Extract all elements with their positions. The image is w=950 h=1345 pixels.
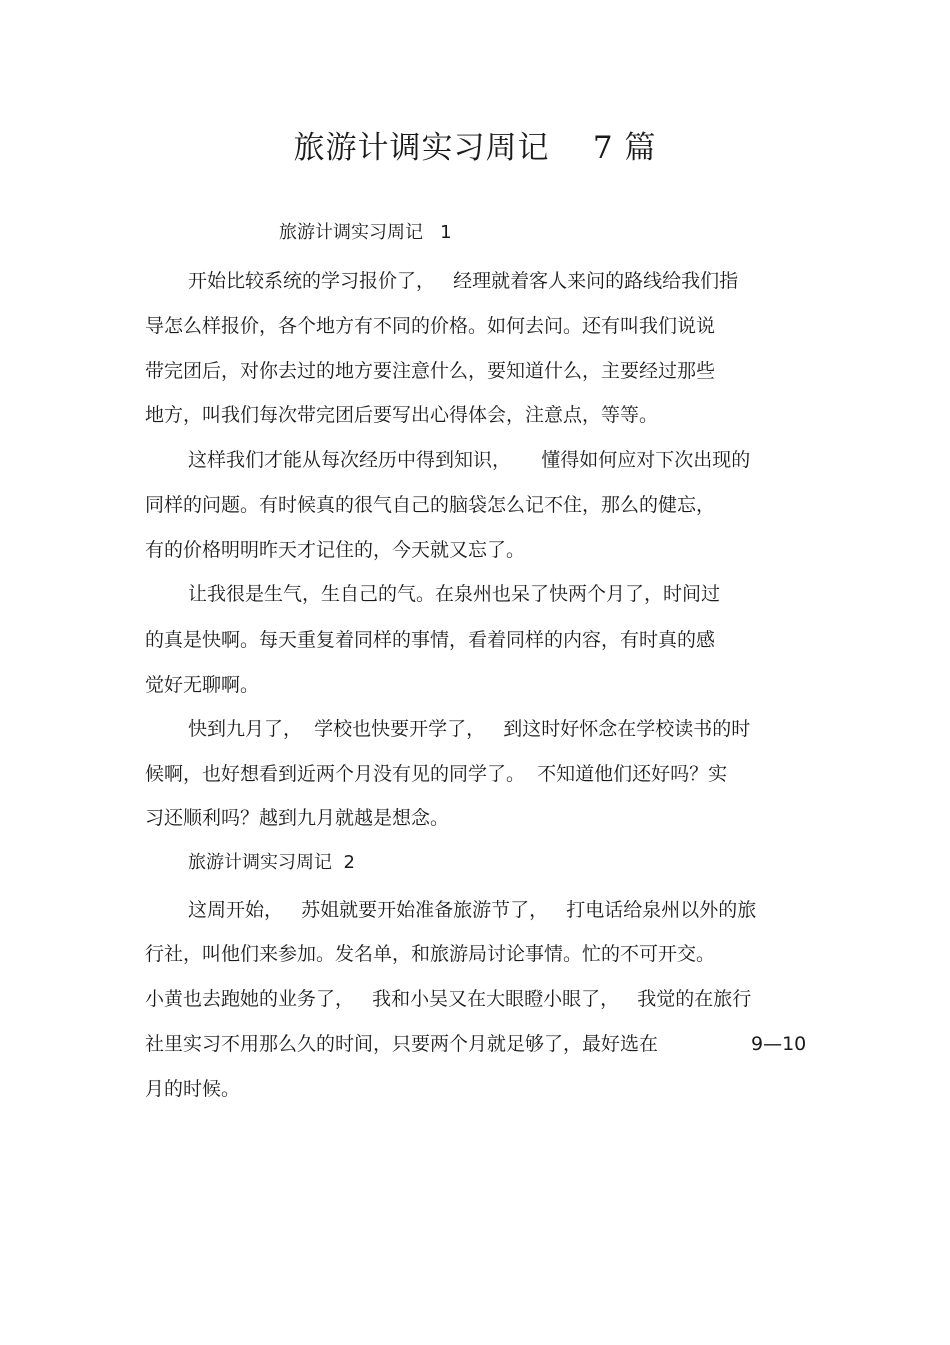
paragraph-4-line-1: 快到九月了， 学校也快要开学了， 到这时好怀念在学校读书的时 bbox=[188, 718, 751, 740]
paragraph-4-line-3: 习还顺利吗？越到九月就越是想念。 bbox=[145, 807, 450, 829]
paragraph-1-line-3: 带完团后，对你去过的地方要注意什么，要知道什么，主要经过那些 bbox=[145, 360, 716, 382]
section-2-heading: 旅游计调实习周记 2 bbox=[188, 852, 355, 873]
paragraph-5-line-1: 这周开始， 苏姐就要开始准备旅游节了， 打电话给泉州以外的旅 bbox=[188, 899, 757, 921]
paragraph-1-line-2: 导怎么样报价，各个地方有不同的价格。如何去问。还有叫我们说说 bbox=[145, 315, 716, 337]
paragraph-5-line-4: 社里实习不用那么久的时间，只要两个月就足够了，最好选在 bbox=[145, 1033, 659, 1055]
paragraph-4-line-2: 候啊，也好想看到近两个月没有见的同学了。 不知道他们还好吗？实 bbox=[145, 763, 728, 785]
paragraph-5-line-5: 月的时候。 bbox=[145, 1078, 241, 1100]
section-1-heading: 旅游计调实习周记 1 bbox=[279, 222, 452, 243]
paragraph-5-line-2: 行社，叫他们来参加。发名单，和旅游局讨论事情。忙的不可开交。 bbox=[145, 943, 716, 965]
paragraph-3-line-2: 的真是快啊。每天重复着同样的事情，看着同样的内容，有时真的感 bbox=[145, 629, 716, 651]
paragraph-2-line-2: 同样的问题。有时候真的很气自己的脑袋怎么记不住，那么的健忘， bbox=[145, 494, 716, 516]
paragraph-5-month-range: 9—10 bbox=[751, 1033, 807, 1055]
paragraph-2-line-1: 这样我们才能从每次经历中得到知识， 懂得如何应对下次出现的 bbox=[188, 449, 751, 471]
paragraph-3-line-1: 让我很是生气，生自己的气。在泉州也呆了快两个月了，时间过 bbox=[188, 583, 721, 605]
paragraph-5-line-3: 小黄也去跑她的业务了， 我和小吴又在大眼瞪小眼了， 我觉的在旅行 bbox=[145, 988, 752, 1010]
paragraph-3-line-3: 觉好无聊啊。 bbox=[145, 674, 260, 696]
paragraph-1-line-1: 开始比较系统的学习报价了， 经理就着客人来问的路线给我们指 bbox=[188, 270, 739, 292]
paragraph-1-line-4: 地方，叫我们每次带完团后要写出心得体会，注意点，等等。 bbox=[145, 404, 659, 426]
paragraph-2-line-3: 有的价格明明昨天才记住的，今天就又忘了。 bbox=[145, 539, 526, 561]
document-title: 旅游计调实习周记 7 篇 bbox=[293, 130, 657, 166]
